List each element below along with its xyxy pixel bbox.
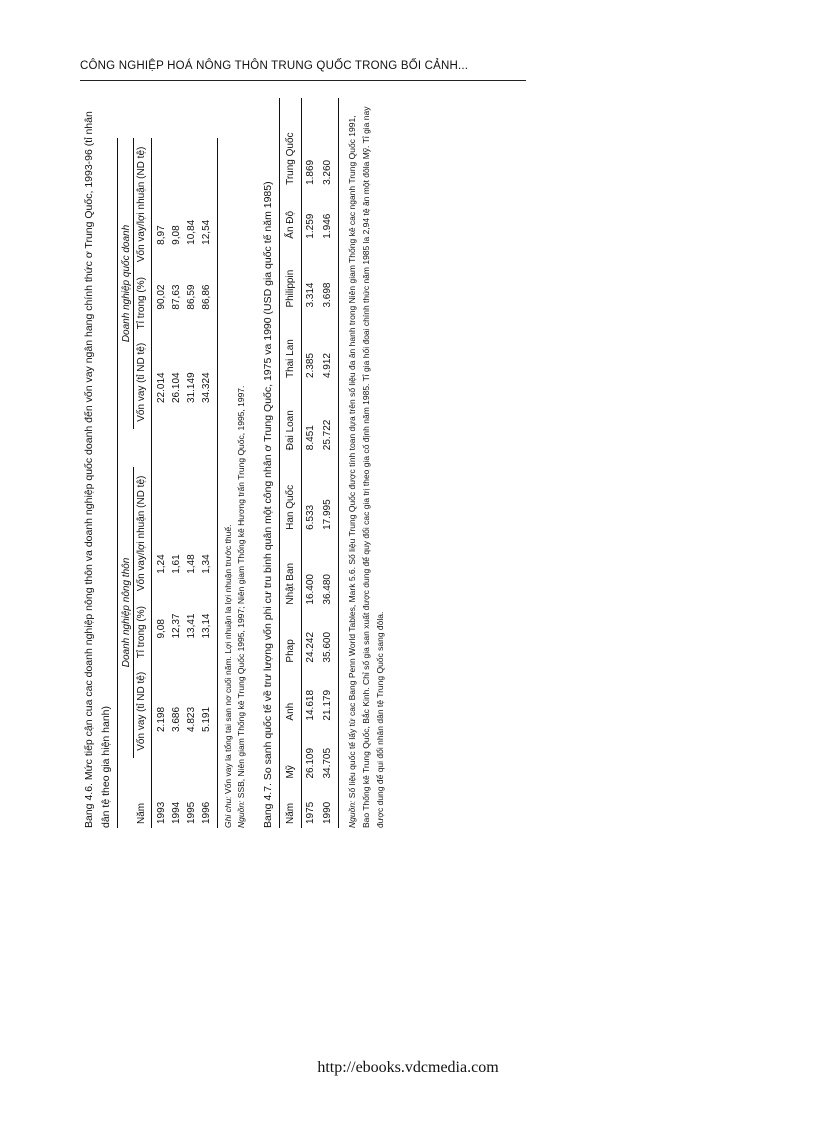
group-state: Doanh nghiệp quốc doanh	[118, 138, 134, 429]
table-4-6-note	[222, 98, 235, 828]
col-country: Ấn Độ	[280, 189, 302, 243]
cell-value: 86,86	[201, 284, 212, 310]
table-4-6-label: Bang 4.6.	[83, 783, 95, 828]
col-country: Thai Lan	[280, 312, 302, 383]
cell-value: 25.722	[322, 419, 333, 451]
table-4-7-title: So sanh quốc tế về trư lượng vốn phi cư tru binh quân một công nhân ơ Trung Quốc, 1975 va 1990 (USD gia quốc tế năm 1985)	[262, 181, 274, 781]
table-row	[319, 98, 339, 828]
rotated-tables-block	[81, 98, 501, 828]
cell-value: 90,02	[156, 284, 167, 310]
col-country: Nhật Ban	[280, 534, 302, 609]
cell-value: 87,63	[171, 284, 182, 310]
col-country: Phap	[280, 609, 302, 667]
cell-year: 1994	[171, 801, 182, 824]
table-row	[169, 138, 184, 828]
cell-value: 26.104	[171, 372, 182, 404]
cell-value: 1,34	[201, 554, 212, 574]
cell-value: 12,54	[201, 219, 212, 245]
table-4-6-source	[235, 98, 248, 828]
col-country: Trung Quốc	[280, 98, 302, 189]
col-year: Năm	[280, 783, 302, 828]
cell-value: 12,37	[171, 613, 182, 639]
col-country: Han Quốc	[280, 454, 302, 534]
cell-value: 14.618	[305, 689, 316, 721]
cell-year: 1995	[186, 801, 197, 824]
note-label: Ghi chu:	[223, 796, 233, 828]
table-row	[184, 138, 199, 828]
cell-year: 1996	[201, 801, 212, 824]
cell-value: 2.198	[156, 706, 167, 732]
cell-value: 34.324	[201, 372, 212, 404]
cell-value: 24.242	[305, 631, 316, 663]
col-country: Anh	[280, 667, 302, 725]
cell-value: 8,97	[156, 225, 167, 245]
cell-value: 1.869	[305, 159, 316, 185]
col-state-loan: Vốn vay (tỉ ND tệ)	[134, 336, 152, 429]
table-4-7-label: Bang 4.7.	[262, 783, 274, 828]
cell-year: 1993	[156, 801, 167, 824]
cell-value: 3.314	[305, 282, 316, 308]
cell-value: 34.705	[322, 747, 333, 779]
col-rural-ratio: Vốn vay/lợi nhuận (ND tệ)	[134, 467, 152, 600]
table-4-7-source	[345, 98, 387, 828]
running-header: CÔNG NGHIỆP HOÁ NÔNG THÔN TRUNG QUỐC TRONG BỐI CẢNH...	[80, 60, 469, 72]
cell-value: 6.533	[305, 504, 316, 530]
cell-value: 10,84	[186, 219, 197, 245]
table-4-6-notes	[222, 98, 248, 828]
table-4-7	[279, 98, 339, 828]
cell-value: 3.686	[171, 706, 182, 732]
cell-value: 17.995	[322, 499, 333, 530]
source-text: SSB, Niên giam Thống kê Trung Quốc 1995, 1997; Niên giam Thống kê Hương trấn Trung Quốc, 1995, 1997.	[236, 385, 246, 799]
cell-value: 1,61	[171, 554, 182, 574]
col-country: Philippin	[280, 243, 302, 312]
cell-value: 21.179	[322, 689, 333, 721]
cell-value: 4.823	[186, 706, 197, 732]
col-country: Đai Loan	[280, 382, 302, 454]
cell-year: 1990	[322, 801, 333, 824]
cell-year: 1975	[305, 801, 316, 824]
table-row	[302, 98, 320, 828]
cell-value: 22.014	[156, 372, 167, 404]
col-rural-share: Tỉ trong (%)	[134, 600, 152, 665]
table-4-6-title: Mức tiếp cận cua cac doanh nghiệp nông thôn va doanh nghiệp quốc doanh đến vốn vay ngân hang chính thức ơ Trung Quốc, 1993-96 (tỉ nhân dân tệ theo gia hiện hanh)	[83, 111, 112, 828]
table-row	[199, 138, 218, 828]
table-4-6	[117, 138, 218, 828]
cell-value: 1,48	[186, 554, 197, 574]
source-text: Số liệu quốc tế lấy từ cac Bang Penn World Tables, Mark 5.6. Số liệu Trung Quốc được tính toan dựa trên số liệu đa ân hanh trong Niên giam Thống kê cac nganh Trung Quốc 1991, Bao Thống kê Trung Quốc, Bắc Kinh. Chỉ số gia san xuất được dung để quy đổi cac gia trị theo gia cố định năm 1985. Tỉ gia hối đoai chính thức năm 1985 la 2,94 tệ ăn một đôla Mỹ. Tỉ gia nay được dung để qui đổi nhân dân tệ Trung Quốc sang đôla.	[347, 106, 385, 828]
col-country: Mỹ	[280, 725, 302, 783]
cell-value: 2.385	[305, 353, 316, 379]
note-text: Vốn vay la tổng tai san nơ cuối năm. Lợi nhuận la lợi nhuận trước thuế.	[223, 524, 233, 794]
cell-value: 1,24	[156, 554, 167, 574]
col-rural-loan: Vốn vay (tỉ ND tệ)	[134, 665, 152, 758]
source-label: Nguồn:	[347, 800, 357, 828]
cell-value: 9,08	[171, 225, 182, 245]
cell-value: 9,08	[156, 619, 167, 639]
cell-value: 1.259	[305, 213, 316, 239]
table-row	[152, 138, 170, 828]
cell-value: 26.109	[305, 747, 316, 779]
cell-value: 16.400	[305, 574, 316, 605]
col-state-share: Tỉ trong (%)	[134, 271, 152, 336]
cell-value: 35.600	[322, 631, 333, 663]
cell-value: 31.149	[186, 372, 197, 404]
header-rule	[80, 80, 526, 81]
cell-value: 13,14	[201, 613, 212, 639]
group-rural: Doanh nghiệp nông thôn	[118, 467, 134, 758]
col-year: Năm	[134, 758, 152, 828]
table-4-7-caption	[260, 98, 277, 828]
cell-value: 36.480	[322, 574, 333, 605]
cell-value: 1.946	[322, 213, 333, 239]
col-state-ratio: Vốn vay/lợi nhuận (ND tệ)	[134, 138, 152, 271]
table-4-6-caption	[81, 98, 115, 828]
cell-value: 13,41	[186, 613, 197, 639]
cell-value: 3.698	[322, 282, 333, 308]
source-label: Nguồn:	[236, 800, 246, 828]
cell-value: 3.260	[322, 159, 333, 185]
cell-value: 86,59	[186, 284, 197, 310]
cell-value: 4.912	[322, 353, 333, 379]
cell-value: 5.191	[201, 706, 212, 732]
footer-url: http://ebooks.vdcmedia.com	[317, 1059, 499, 1076]
cell-value: 8.451	[305, 425, 316, 451]
